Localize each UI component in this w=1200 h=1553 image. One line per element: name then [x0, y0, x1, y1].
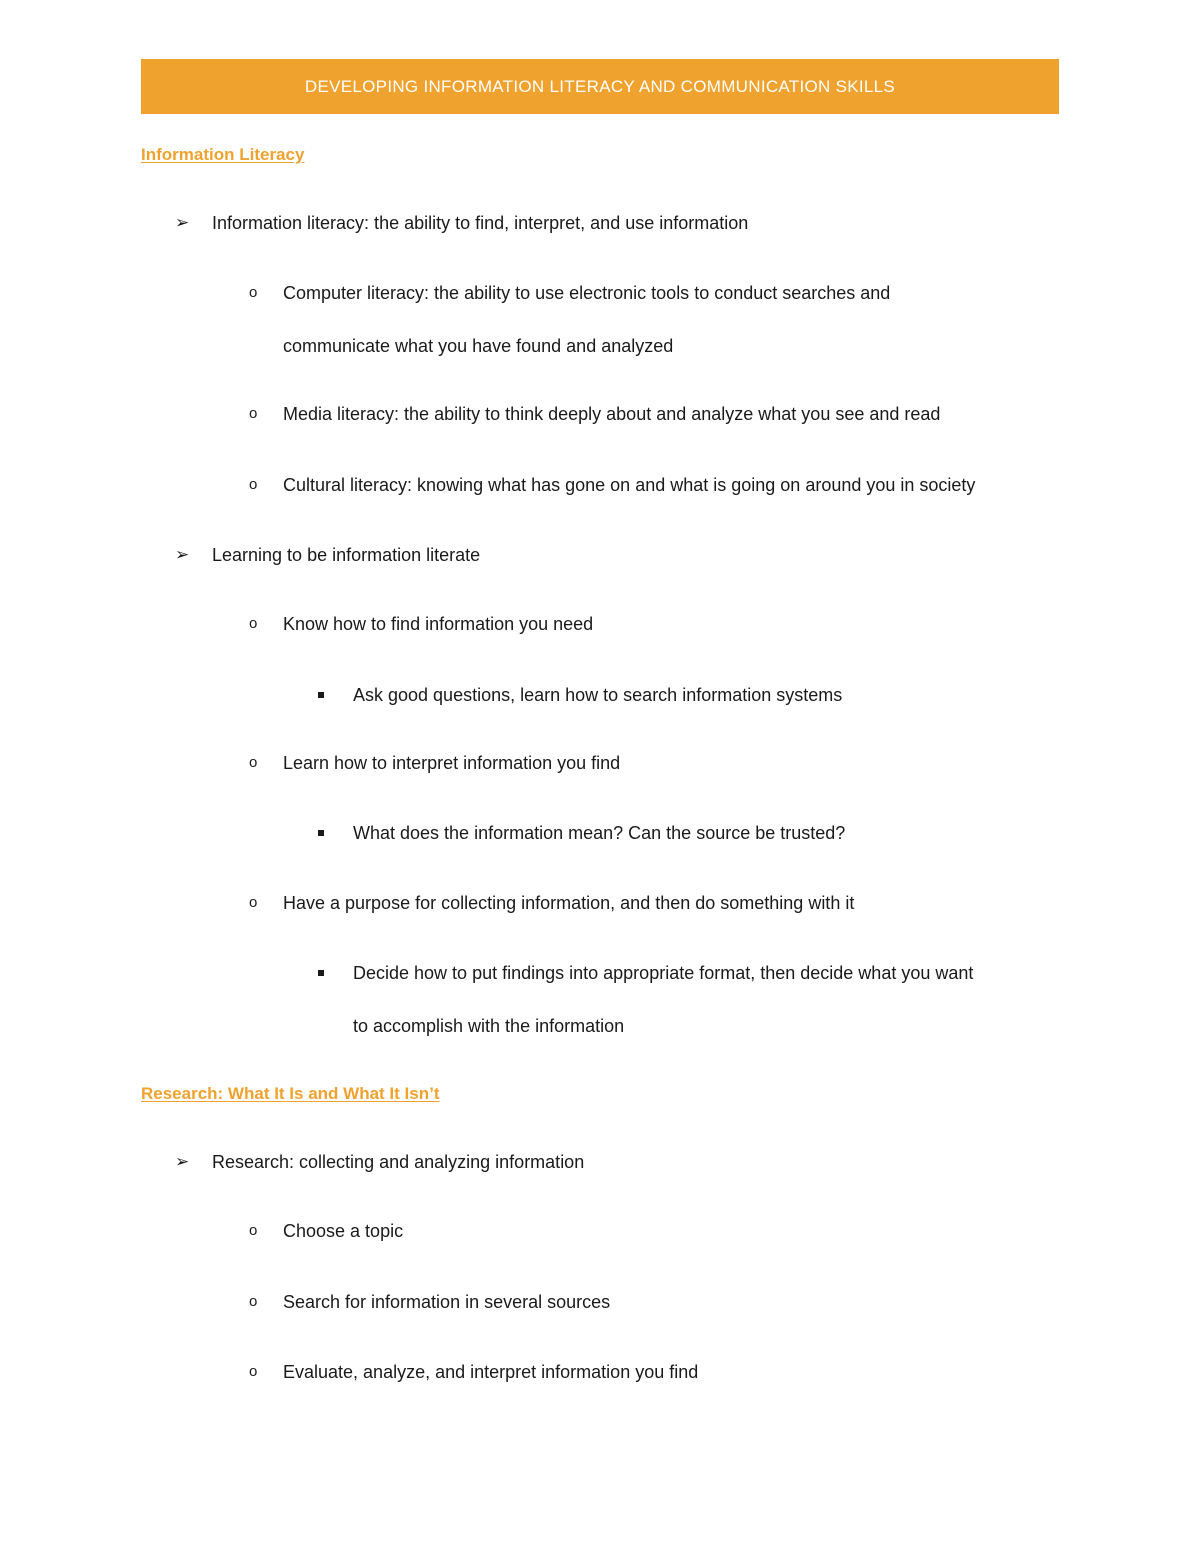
list-item: Evaluate, analyze, and interpret information you find [283, 1362, 699, 1382]
circle-bullet-icon: o [249, 405, 258, 422]
section-heading-information-literacy: Information Literacy [141, 145, 305, 164]
list-item: Have a purpose for collecting information, and then do something with it [283, 893, 855, 913]
list-item: Research: collecting and analyzing information [212, 1152, 585, 1172]
circle-bullet-icon: o [249, 1293, 258, 1310]
document-title: DEVELOPING INFORMATION LITERACY AND COMMUNICATION SKILLS [304, 76, 896, 96]
list-item: Media literacy: the ability to think deeply about and analyze what you see and read [283, 404, 941, 424]
list-item: Computer literacy: the ability to use electronic tools to conduct searches and [283, 283, 891, 303]
square-bullet-icon [318, 830, 324, 836]
section-heading-research: Research: What It Is and What It Isn’t [141, 1084, 440, 1103]
circle-bullet-icon: o [249, 1222, 258, 1239]
list-item: Learn how to interpret information you find [283, 753, 621, 773]
list-item-continuation: communicate what you have found and analyzed [283, 336, 674, 356]
list-item-continuation: to accomplish with the information [353, 1016, 625, 1036]
list-item: Information literacy: the ability to find, interpret, and use information [212, 213, 749, 233]
list-item: Choose a topic [283, 1221, 404, 1241]
arrow-bullet-icon: ➢ [175, 545, 190, 564]
list-item: Ask good questions, learn how to search information systems [353, 685, 843, 705]
square-bullet-icon [318, 692, 324, 698]
circle-bullet-icon: o [249, 1363, 258, 1380]
arrow-bullet-icon: ➢ [175, 213, 190, 232]
list-item: Cultural literacy: knowing what has gone on and what is going on around you in society [283, 475, 976, 495]
list-item: Know how to find information you need [283, 614, 594, 634]
circle-bullet-icon: o [249, 476, 258, 493]
list-item: Learning to be information literate [212, 545, 481, 565]
circle-bullet-icon: o [249, 754, 258, 771]
list-item: What does the information mean? Can the source be trusted? [353, 823, 846, 843]
circle-bullet-icon: o [249, 284, 258, 301]
document-header-bar [141, 59, 1059, 114]
arrow-bullet-icon: ➢ [175, 1152, 190, 1171]
square-bullet-icon [318, 970, 324, 976]
list-item: Search for information in several sources [283, 1292, 611, 1312]
circle-bullet-icon: o [249, 894, 258, 911]
circle-bullet-icon: o [249, 615, 258, 632]
list-item: Decide how to put findings into appropriate format, then decide what you want [353, 963, 974, 983]
